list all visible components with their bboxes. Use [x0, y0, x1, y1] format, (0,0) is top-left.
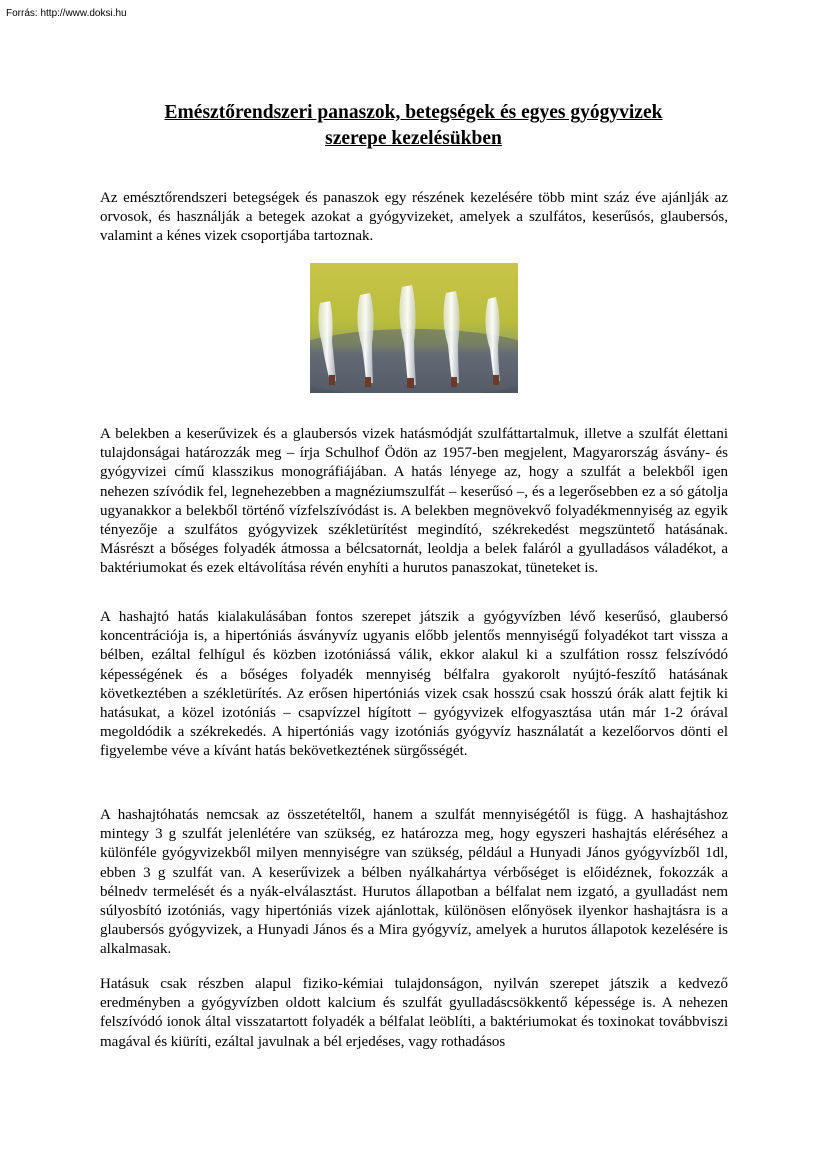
- paragraph-sulfate-effect: A belekben a keserűvizek és a glaubersós vizek hatásmódját szulfáttartalmuk, illetve a szulfát élettani tulajdonságai határozzák meg – írja Schulhof Ödön az 1957-ben megjelent, Magyarország ásvány- és gyógyvizei című klasszikus monográfiájában. A hatás lényege az, hogy a szulfát a belekből igen nehezen szívódik fel, legnehezebben a magnéziumszulfát – keserűsó –, és a legerősebben ez a só gátolja ugyanakkor a belekből történő vízfelszívódást is. A belekben megnövekvő folyadékmennyiség az egyik tényezője a szulfátos gyógyvizek székletürítést megindító, székrekedést megszüntető hatásának. Másrészt a bőséges folyadék átmossa a bélcsatornát, leoldja a belek faláról a gyulladásos váladékot, a baktériumokat és ezek eltávolítása révén enyhíti a hurutos panaszokat, tüneteket is.: [100, 426, 728, 577]
- paragraph-physicochemical: Hatásuk csak részben alapul fiziko-kémiai tulajdonságon, nyilván szerepet játszik a kedvező eredményben a gyógyvízben oldott kalcium és szulfát gyulladáscsökkentő képessége is. A nehezen felszívódó ionok által visszatartott folyadék a bélfalat leöblíti, a baktériumokat és toxinokat továbbviszi magával és kiüríti, ezáltal javulnak a bél erjedéses, vagy rothadásos: [100, 976, 728, 1050]
- water-fountain-photo: [310, 263, 518, 393]
- title-line-1: Emésztőrendszeri panaszok, betegségek és egyes gyógyvizek: [164, 102, 663, 123]
- paragraph-intro: Az emésztőrendszeri betegségek és panaszok egy részének kezelésére több mint száz éve ajánlják az orvosok, és használják a betegek azokat a gyógyvizeket, amelyek a szulfátos, keserűsós, glaubersós, valamint a kénes vizek csoportjába tartoznak.: [100, 190, 728, 245]
- paragraph-sulfate-quantity: A hashajtóhatás nemcsak az összetételtől, hanem a szulfát mennyiségétől is függ. A hashajtáshoz mintegy 3 g szulfát jelenlétére van szükség, ez határozza meg, hogy egyszeri hashajtás eléréséhez a különféle gyógyvizekből milyen mennyiségre van szükség, például a Hunyadi János gyógyvízből 1dl, ebben 3 g szulfát van. A keserűvizek a bélben nyálkahártya vérbőséget is előidéznek, fokozzák a bélnedv termelését és a nyák-elválasztást. Hurutos állapotban a bélfalat nem izgató, a gyulladást nem súlyosbító izotóniás, vagy hipertóniás vizek ajánlottak, különösen előnyösek ilyenkor hashajtásra is a glaubersós gyógyvizek, a Hunyadi János és a Mira gyógyvíz, amelyek a hurutos állapotok kezelésére is alkalmasak.: [100, 807, 728, 958]
- title-line-2: szerepe kezelésükben: [325, 128, 502, 149]
- paragraph-laxative-concentration: A hashajtó hatás kialakulásában fontos szerepet játszik a gyógyvízben lévő keserűsó, glaubersó koncentrációja is, a hipertóniás ásványvíz ugyanis előbb jelentős mennyiségű folyadékot tart vissza a bélben, ezáltal felhígul és közben izotóniássá válik, ekkor alakul ki a szulfátion rossz felszívódó képességének és a bőséges folyadék mennyiség bélfalra gyakorolt nyújtó-feszítő hatásának következtében a székletürítés. Az erősen hipertóniás vizek csak hosszú csak hosszú órák alatt fejtik ki hatásukat, a közel izotóniás – csapvízzel hígított – gyógyvizek elfogyasztása után már 1-2 órával megoldódik a székrekedés. A hipertóniás vagy izotóniás gyógyvíz használatát a kezelőorvos dönti el figyelembe véve a kívánt hatás bekövetkeztének sürgősségét.: [100, 609, 728, 760]
- document-title: [100, 100, 727, 152]
- source-link: Forrás: http://www.doksi.hu: [6, 8, 127, 19]
